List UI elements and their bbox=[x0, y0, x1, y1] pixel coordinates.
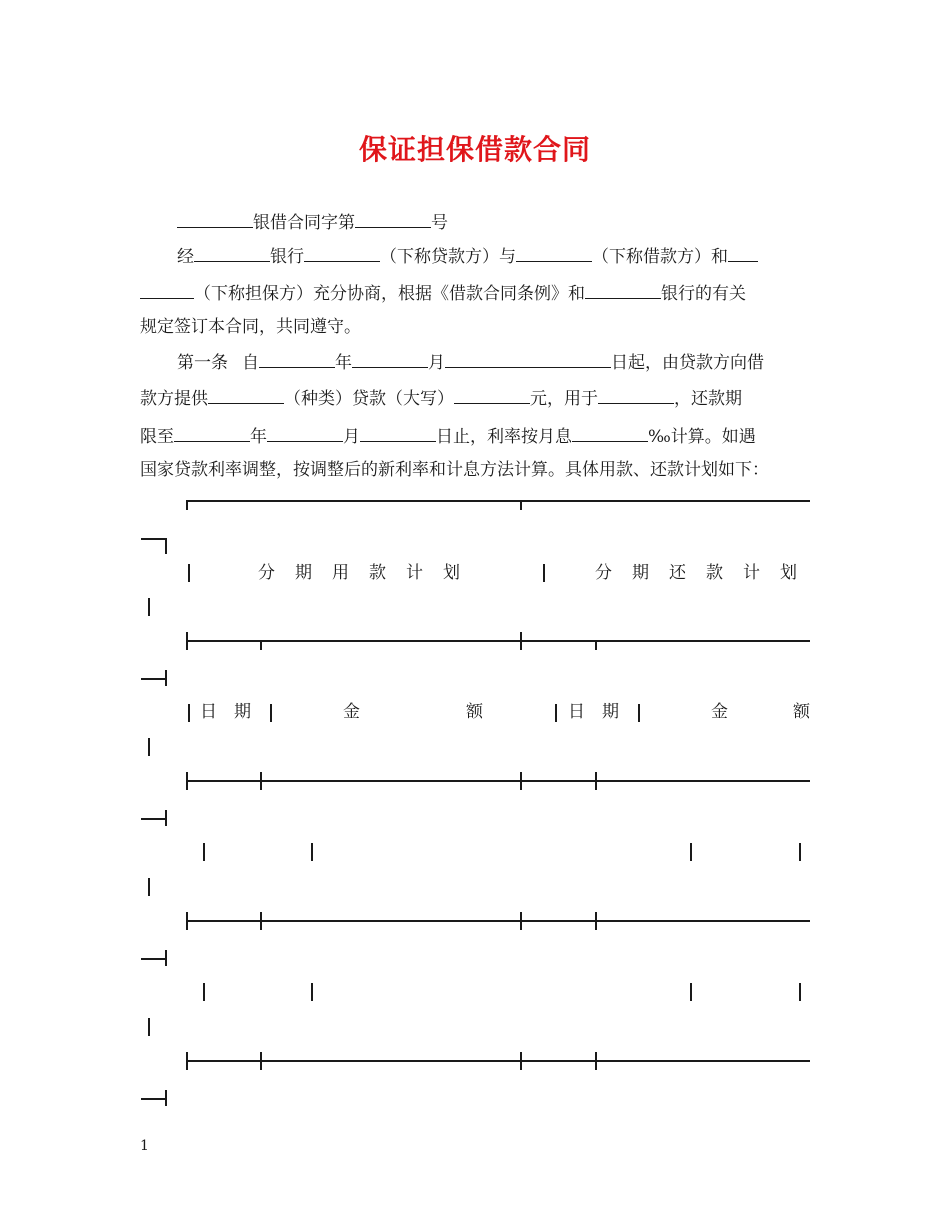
blank-field[interactable] bbox=[355, 210, 431, 228]
text: 银行 bbox=[270, 247, 304, 267]
article-line bbox=[140, 424, 820, 448]
text: 年 bbox=[335, 353, 352, 373]
table-rule bbox=[186, 640, 810, 642]
table-tick bbox=[520, 772, 522, 790]
table-tick bbox=[520, 632, 522, 650]
blank-field[interactable] bbox=[728, 244, 758, 262]
blank-field[interactable] bbox=[304, 244, 380, 262]
table-border bbox=[188, 704, 190, 722]
table-border bbox=[690, 983, 692, 1001]
blank-field[interactable] bbox=[208, 386, 284, 404]
text: ，还款期 bbox=[674, 389, 742, 409]
text: 元，用于 bbox=[530, 389, 598, 409]
article-line: 国家贷款利率调整，按调整后的新利率和计息方法计算。具体用款、还款计划如下： bbox=[140, 460, 769, 480]
blank-field[interactable] bbox=[572, 424, 648, 442]
table-border bbox=[638, 704, 640, 722]
table-tick bbox=[260, 1052, 262, 1070]
table-tick bbox=[260, 912, 262, 930]
date-header-2: 日 期 bbox=[568, 702, 619, 722]
contract-number-suffix: 号 bbox=[431, 213, 448, 233]
blank-field[interactable] bbox=[360, 424, 436, 442]
amount-header-2b: 额 bbox=[793, 702, 810, 722]
table-tick bbox=[520, 500, 522, 510]
text: 日起，由贷款方向借 bbox=[611, 353, 764, 373]
date-header: 日 期 bbox=[200, 702, 251, 722]
table-border bbox=[311, 983, 313, 1001]
table-tick bbox=[595, 1052, 597, 1070]
text: 款方提供 bbox=[140, 389, 208, 409]
table-tick bbox=[186, 1052, 188, 1070]
text: （下称贷款方）与 bbox=[380, 247, 516, 267]
paragraph-line bbox=[177, 244, 857, 268]
table-border bbox=[270, 704, 272, 722]
table-rule-tail bbox=[165, 538, 167, 554]
blank-field[interactable] bbox=[259, 350, 335, 368]
amount-header-1: 金 bbox=[343, 702, 360, 722]
table-rule-tail bbox=[141, 678, 165, 680]
table-border bbox=[690, 843, 692, 861]
text: 月 bbox=[428, 353, 445, 373]
table-rule-tail bbox=[165, 950, 167, 966]
plan-repay-header: 分期还款计划 bbox=[595, 563, 817, 583]
plan-borrow-header: 分期用款计划 bbox=[258, 563, 480, 583]
table-rule bbox=[186, 920, 810, 922]
table-tick bbox=[186, 772, 188, 790]
contract-number-line bbox=[177, 210, 857, 234]
table-tick bbox=[186, 912, 188, 930]
blank-field[interactable] bbox=[445, 350, 611, 368]
table-tick bbox=[260, 640, 262, 650]
text: （下称担保方）充分协商，根据《借款合同条例》和 bbox=[194, 284, 585, 304]
text: ‰计算。如遇 bbox=[648, 427, 756, 447]
text: 银行的有关 bbox=[661, 284, 746, 304]
table-border bbox=[799, 843, 801, 861]
table-border bbox=[188, 564, 190, 582]
table-tick bbox=[520, 912, 522, 930]
blank-field[interactable] bbox=[140, 281, 194, 299]
table-border bbox=[203, 843, 205, 861]
text: 日止，利率按月息 bbox=[436, 427, 572, 447]
table-border bbox=[203, 983, 205, 1001]
article-label: 第一条 bbox=[177, 353, 228, 373]
table-border bbox=[148, 598, 150, 616]
article-line bbox=[140, 386, 820, 410]
blank-field[interactable] bbox=[352, 350, 428, 368]
text: 自 bbox=[242, 353, 259, 373]
table-rule-tail bbox=[165, 1090, 167, 1106]
table-tick bbox=[260, 772, 262, 790]
contract-number-text: 银借合同字第 bbox=[253, 213, 355, 233]
table-border bbox=[555, 704, 557, 722]
contract-title: 保证担保借款合同 bbox=[358, 133, 591, 166]
blank-field[interactable] bbox=[585, 281, 661, 299]
table-border bbox=[799, 983, 801, 1001]
blank-field[interactable] bbox=[598, 386, 674, 404]
table-rule-tail bbox=[141, 958, 165, 960]
text: 限至 bbox=[140, 427, 174, 447]
table-tick bbox=[595, 772, 597, 790]
text: （下称借款方）和 bbox=[592, 247, 728, 267]
table-tick bbox=[186, 632, 188, 650]
table-border bbox=[148, 738, 150, 756]
amount-header-1b: 额 bbox=[466, 702, 483, 722]
page-number: 1 bbox=[140, 1138, 149, 1154]
text: 年 bbox=[250, 427, 267, 447]
text: 经 bbox=[177, 247, 194, 267]
blank-field[interactable] bbox=[194, 244, 270, 262]
article-line bbox=[177, 350, 857, 374]
paragraph-line: 规定签订本合同，共同遵守。 bbox=[140, 317, 361, 337]
paragraph-line bbox=[140, 281, 820, 305]
table-rule-tail bbox=[141, 538, 165, 540]
table-rule-tail bbox=[165, 810, 167, 826]
table-border bbox=[543, 564, 545, 582]
blank-field[interactable] bbox=[454, 386, 530, 404]
table-tick bbox=[186, 500, 188, 510]
table-rule bbox=[186, 1060, 810, 1062]
amount-header-2: 金 bbox=[711, 702, 728, 722]
blank-field[interactable] bbox=[267, 424, 343, 442]
table-border bbox=[148, 878, 150, 896]
table-tick bbox=[595, 640, 597, 650]
text: （种类）贷款（大写） bbox=[284, 389, 454, 409]
text: 月 bbox=[343, 427, 360, 447]
table-rule-tail bbox=[141, 818, 165, 820]
table-rule bbox=[186, 780, 810, 782]
table-rule bbox=[186, 500, 810, 502]
blank-field[interactable] bbox=[516, 244, 592, 262]
table-border bbox=[148, 1018, 150, 1036]
table-border bbox=[311, 843, 313, 861]
table-rule-tail bbox=[165, 670, 167, 686]
blank-field[interactable] bbox=[177, 210, 253, 228]
table-tick bbox=[595, 912, 597, 930]
blank-field[interactable] bbox=[174, 424, 250, 442]
table-tick bbox=[520, 1052, 522, 1070]
table-rule-tail bbox=[141, 1098, 165, 1100]
